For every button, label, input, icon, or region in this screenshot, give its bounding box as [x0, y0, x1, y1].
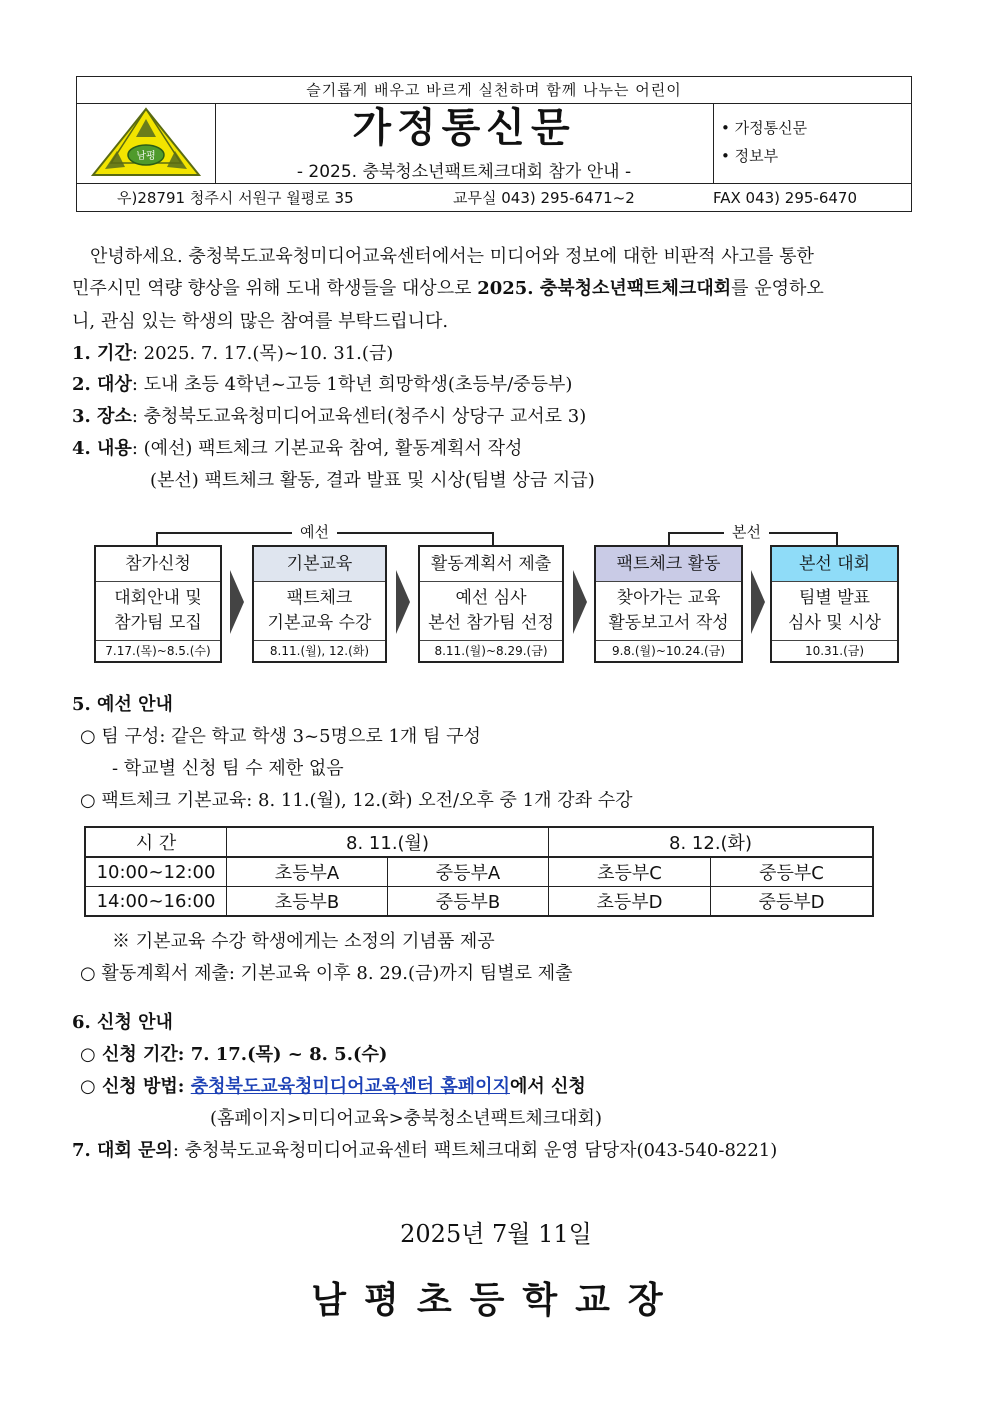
- session-cell: 초등부B: [227, 887, 388, 917]
- item-label: 2. 대상: [72, 374, 132, 395]
- time-cell: 10:00~12:00: [85, 857, 227, 887]
- plan-submission: ○ 활동계획서 제출: 기본교육 이후 8. 29.(금)까지 팀별로 제출: [80, 963, 573, 984]
- homepage-link[interactable]: 충청북도교육청미디어교육센터 홈페이지: [190, 1076, 510, 1097]
- step-desc-line: 대회안내 및: [114, 588, 202, 608]
- method-label: ○ 신청 방법:: [80, 1076, 191, 1097]
- intro-text: 를 운영하오: [731, 278, 824, 299]
- phone: 교무실 043) 295-6471~2: [453, 189, 635, 207]
- step-desc-line: 참가팀 모집: [114, 613, 202, 633]
- session-cell: 중등부C: [711, 857, 874, 887]
- flow-step-plan: [418, 545, 564, 663]
- day1-header: 8. 11.(월): [227, 827, 549, 857]
- address: 우)28791 청주시 서원구 월평로 35: [117, 189, 354, 207]
- item-label: 3. 장소: [72, 406, 132, 427]
- school-logo: [77, 103, 215, 183]
- table-row: [85, 857, 873, 887]
- step-desc-line: 본선 참가팀 선정: [428, 613, 554, 633]
- basic-education: ○ 팩트체크 기본교육: 8. 11.(월), 12.(화) 오전/오후 중 1개 강좌 수강: [80, 790, 633, 811]
- session-cell: 초등부A: [227, 857, 388, 887]
- flow-step-factcheck: [594, 545, 743, 663]
- step-desc-line: 기본교육 수강: [267, 613, 372, 633]
- team-composition: ○ 팀 구성: 같은 학교 학생 3~5명으로 1개 팀 구성: [80, 726, 481, 747]
- school-motto: 슬기롭게 배우고 바르게 실천하며 함께 나누는 어린이: [77, 77, 911, 104]
- table-row: [85, 887, 873, 917]
- step-desc-line: 팀별 발표: [798, 588, 871, 608]
- logo-cell: [77, 103, 216, 183]
- step-date: 10.31.(금): [772, 640, 897, 663]
- apply-method: [80, 1072, 586, 1098]
- item-value: : 도내 초등 4학년~고등 1학년 희망학생(초등부/중등부): [131, 374, 573, 395]
- section6-heading: 6. 신청 안내: [72, 1012, 173, 1033]
- step-date: 8.11.(월), 12.(화): [254, 640, 385, 663]
- tag-item: • 정보부: [721, 147, 779, 165]
- step-title: 본선 대회: [772, 547, 897, 582]
- intro-line-2: [72, 274, 824, 300]
- subtitle: - 2025. 충북청소년팩트체크대회 참가 안내 -: [296, 162, 632, 182]
- flow-step-education: [252, 545, 387, 663]
- item-place: [72, 402, 586, 428]
- logo-text: 남평: [136, 151, 156, 162]
- page-title: 가정통신문: [352, 105, 576, 151]
- session-cell: 중등부A: [388, 857, 549, 887]
- session-cell: 중등부D: [711, 887, 874, 917]
- table-header-row: [85, 827, 873, 857]
- step-date: 9.8.(월)~10.24.(금): [596, 640, 741, 663]
- step-desc: [96, 582, 220, 640]
- flow-step-final: [770, 545, 899, 663]
- apply-period: ○ 신청 기간: 7. 17.(목) ~ 8. 5.(수): [80, 1044, 388, 1065]
- item-value: : 2025. 7. 17.(목)~10. 31.(금): [131, 343, 394, 364]
- time-cell: 14:00~16:00: [85, 887, 227, 917]
- step-desc-line: 심사 및 시상: [788, 613, 881, 633]
- final-label: 본선: [724, 521, 769, 542]
- tag-item: • 가정통신문: [721, 119, 808, 137]
- flow-arrow-icon: [751, 570, 765, 634]
- tag-label: 정보부: [734, 147, 779, 165]
- header-box: [76, 76, 912, 212]
- tag-label: 가정통신문: [734, 119, 808, 137]
- item-label: 4. 내용: [72, 438, 132, 459]
- session-cell: 중등부B: [388, 887, 549, 917]
- step-desc: [420, 582, 562, 640]
- item-label: 1. 기간: [72, 343, 132, 364]
- fax: FAX 043) 295-6470: [713, 189, 858, 207]
- item-content-2: (본선) 팩트체크 활동, 결과 발표 및 시상(팀별 상금 지급): [150, 470, 595, 491]
- category-tags: [713, 103, 911, 183]
- inquiry-value: : 충청북도교육청미디어교육센터 팩트체크대회 운영 담당자(043-540-8221): [172, 1140, 778, 1161]
- inquiry: [72, 1136, 777, 1162]
- flow-arrow-icon: [396, 570, 410, 634]
- intro-text: 민주시민 역량 향상을 위해 도내 학생들을 대상으로: [72, 278, 478, 299]
- flow-arrow-icon: [230, 570, 244, 634]
- step-desc-line: 팩트체크: [286, 588, 353, 608]
- issue-date: 2025년 7월 11일: [400, 1220, 592, 1248]
- title-cell: [215, 103, 714, 183]
- method-suffix: 에서 신청: [509, 1076, 586, 1097]
- time-header: 시 간: [85, 827, 227, 857]
- address-row: [77, 183, 911, 212]
- step-date: 7.17.(목)~8.5.(수): [96, 640, 220, 663]
- step-title: 참가신청: [96, 547, 220, 582]
- step-desc: [596, 582, 741, 640]
- step-title: 기본교육: [254, 547, 385, 582]
- section5-heading: 5. 예선 안내: [72, 694, 173, 715]
- flow-arrow-icon: [573, 570, 587, 634]
- prelim-label: 예선: [292, 521, 337, 542]
- step-desc-line: 찾아가는 교육: [616, 588, 721, 608]
- step-title: 활동계획서 제출: [420, 547, 562, 582]
- item-period: [72, 339, 393, 365]
- item-target: [72, 370, 572, 396]
- step-desc: [254, 582, 385, 640]
- flow-step-apply: [94, 545, 222, 663]
- schedule-table: [84, 826, 874, 917]
- item-value: : 충청북도교육청미디어교육센터(청주시 상당구 교서로 3): [131, 406, 587, 427]
- step-date: 8.11.(월)~8.29.(금): [420, 640, 562, 663]
- item-value: : (예선) 팩트체크 기본교육 참여, 활동계획서 작성: [131, 438, 523, 459]
- step-desc-line: 활동보고서 작성: [608, 613, 729, 633]
- intro-line-3: 니, 관심 있는 학생의 많은 참여를 부탁드립니다.: [72, 311, 449, 332]
- contest-name: 2025. 충북청소년팩트체크대회: [477, 278, 732, 299]
- session-cell: 초등부D: [549, 887, 711, 917]
- session-cell: 초등부C: [549, 857, 711, 887]
- item-content: [72, 434, 522, 460]
- principal-signature: 남평초등학교장: [311, 1279, 681, 1321]
- step-title: 팩트체크 활동: [596, 547, 741, 582]
- homepage-path: (홈페이지>미디어교육>충북청소년팩트체크대회): [210, 1108, 602, 1129]
- inquiry-label: 7. 대회 문의: [72, 1140, 173, 1161]
- intro-line-1: 안녕하세요. 충청북도교육청미디어교육센터에서는 미디어와 정보에 대한 비판적 사고를 통한: [90, 246, 814, 267]
- step-desc: [772, 582, 897, 640]
- step-desc-line: 예선 심사: [455, 588, 527, 608]
- team-note: - 학교별 신청 팀 수 제한 없음: [112, 758, 344, 779]
- day2-header: 8. 12.(화): [549, 827, 874, 857]
- gift-note: ※ 기본교육 수강 학생에게는 소정의 기념품 제공: [112, 931, 495, 952]
